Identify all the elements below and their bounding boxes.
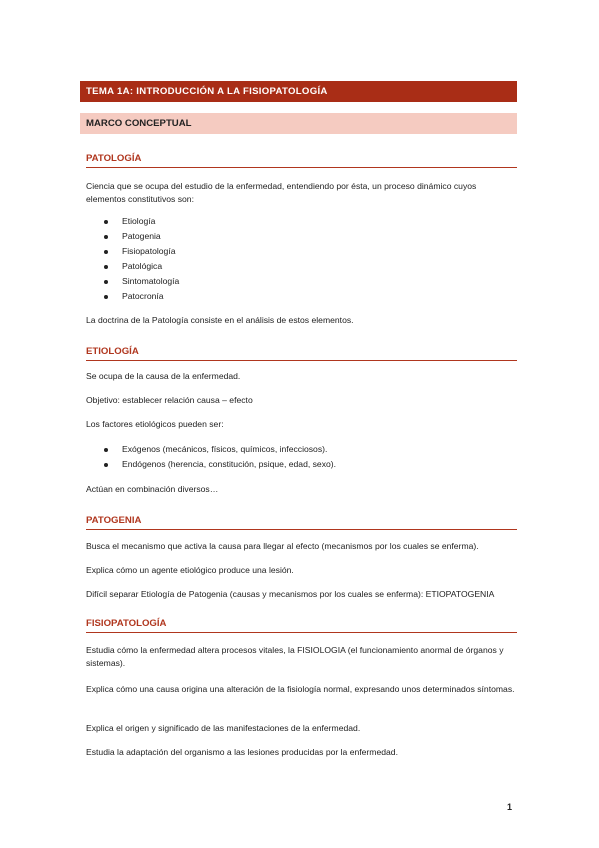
list-item: Exógenos (mecánicos, físicos, químicos, infecciosos). (100, 442, 336, 457)
fisiopatologia-paragraph: Estudia cómo la enfermedad altera procesos vitales, la FISIOLOGIA (el funcionamiento anormal de órganos y sistemas). (86, 645, 504, 668)
patologia-elements-list (100, 214, 179, 304)
etiologia-paragraph: Los factores etiológicos pueden ser: (86, 419, 224, 429)
patologia-intro: Ciencia que se ocupa del estudio de la enfermedad, entendiendo por ésta, un proceso dinámico cuyos elementos constitutivos son: (86, 181, 477, 204)
list-item: Patocronía (100, 289, 179, 304)
etiologia-paragraph: Actúan en combinación diversos… (86, 484, 219, 494)
section-title-etiologia: ETIOLOGÍA (86, 346, 517, 361)
list-item: Etiología (100, 214, 179, 229)
list-item: Patogenia (100, 229, 179, 244)
etiologia-factors-list (100, 442, 336, 472)
patologia-closing: La doctrina de la Patología consiste en el análisis de estos elementos. (86, 315, 354, 325)
list-item: Endógenos (herencia, constitución, psique, edad, sexo). (100, 457, 336, 472)
page-number: 1 (507, 802, 513, 812)
fisiopatologia-paragraph: Estudia la adaptación del organismo a las lesiones producidas por la enfermedad. (86, 747, 398, 757)
section-title-patologia: PATOLOGÍA (86, 153, 517, 168)
section-title-fisiopatologia: FISIOPATOLOGÍA (86, 618, 517, 633)
list-item: Patológica (100, 259, 179, 274)
conceptual-framework-header: MARCO CONCEPTUAL (80, 113, 517, 134)
fisiopatologia-paragraph: Explica cómo una causa origina una alteración de la fisiología normal, expresando unos determinados síntomas. (86, 684, 515, 694)
list-item: Sintomatología (100, 274, 179, 289)
topic-header: TEMA 1A: INTRODUCCIÓN A LA FISIOPATOLOGÍA (80, 81, 517, 102)
list-item: Fisiopatología (100, 244, 179, 259)
patogenia-paragraph: Difícil separar Etiología de Patogenia (causas y mecanismos por los cuales se enferma): ETIOPATOGENIA (86, 589, 495, 599)
patogenia-paragraph: Explica cómo un agente etiológico produce una lesión. (86, 565, 294, 575)
patogenia-paragraph: Busca el mecanismo que activa la causa para llegar al efecto (mecanismos por los cuales se enferma). (86, 541, 479, 551)
etiologia-paragraph: Se ocupa de la causa de la enfermedad. (86, 371, 241, 381)
etiologia-paragraph: Objetivo: establecer relación causa – efecto (86, 395, 253, 405)
section-title-patogenia: PATOGENIA (86, 515, 517, 530)
fisiopatologia-paragraph: Explica el origen y significado de las manifestaciones de la enfermedad. (86, 723, 361, 733)
